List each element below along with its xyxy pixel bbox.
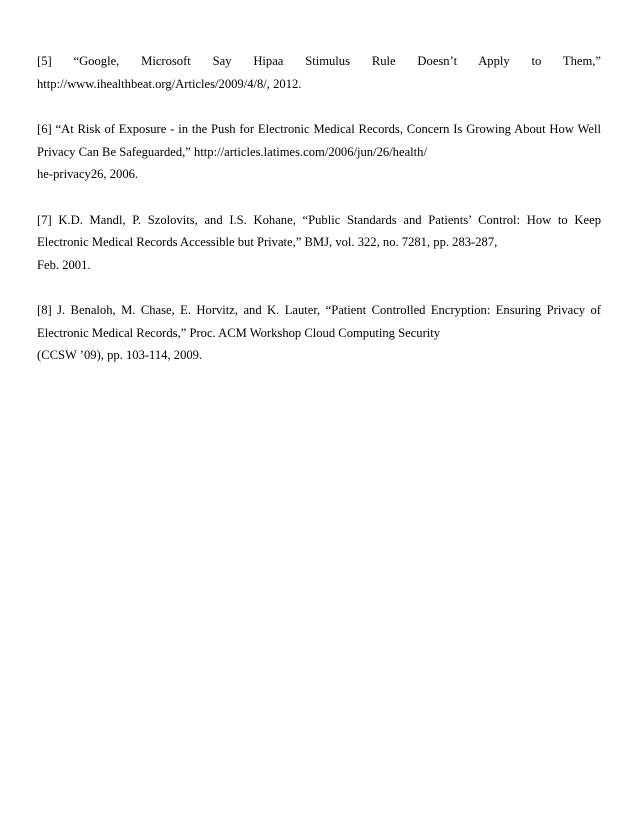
- reference-line: Feb. 2001.: [37, 257, 91, 272]
- reference-5: [37, 50, 601, 95]
- reference-6: [37, 118, 601, 186]
- reference-7: [37, 209, 601, 277]
- reference-line: Electronic Medical Records,” Proc. ACM Workshop Cloud Computing Security: [37, 325, 441, 340]
- reference-8: [37, 299, 601, 367]
- reference-line: Privacy Can Be Safeguarded,” http://articles.latimes.com/2006/jun/26/health/: [37, 144, 427, 159]
- reference-line: he-privacy26, 2006.: [37, 167, 139, 181]
- reference-line: [6] “At Risk of Exposure - in the Push for Electronic Medical Records, Concern Is Growing About How Well: [37, 122, 601, 136]
- reference-line: http://www.ihealthbeat.org/Articles/2009/4/8/, 2012.: [37, 76, 302, 91]
- reference-line: Electronic Medical Records Accessible but Private,” BMJ, vol. 322, no. 7281, pp. 283-287,: [37, 235, 498, 249]
- reference-line: (CCSW ’09), pp. 103-114, 2009.: [37, 348, 203, 362]
- reference-line: [7] K.D. Mandl, P. Szolovits, and I.S. Kohane, “Public Standards and Patients’ Control: How to Keep: [37, 212, 601, 227]
- reference-line: [5] “Google, Microsoft Say Hipaa Stimulus Rule Doesn’t Apply to Them,”: [37, 54, 601, 68]
- reference-line: [8] J. Benaloh, M. Chase, E. Horvitz, and K. Lauter, “Patient Controlled Encryption: Ensuring Privacy of: [37, 303, 601, 317]
- reference-list: [37, 50, 601, 390]
